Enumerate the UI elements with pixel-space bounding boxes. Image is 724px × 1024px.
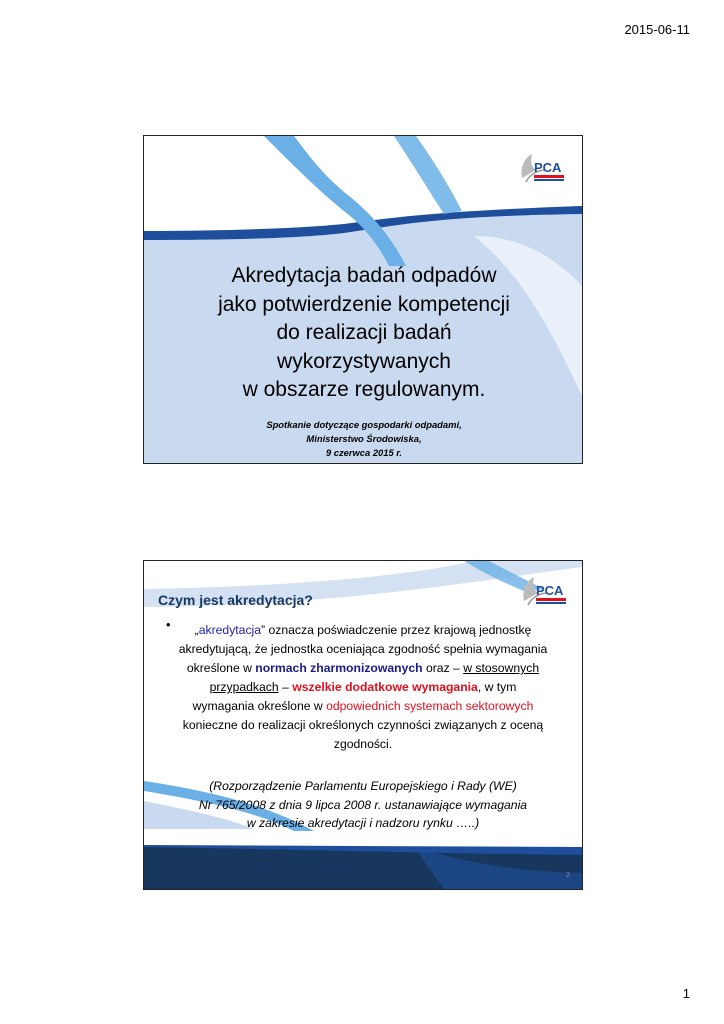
slide-2-heading: Czym jest akredytacja? (158, 592, 313, 608)
title-line: jako potwierdzenie kompetencji (218, 292, 510, 316)
title-line: do realizacji badań (276, 321, 452, 344)
slide-number: 2 (566, 872, 570, 879)
pca-logo (516, 148, 568, 192)
term-dodatkowe: wszelkie dodatkowe wymagania (292, 680, 478, 694)
citation (162, 777, 564, 833)
title-line: w obszarze regulowanym. (242, 378, 486, 401)
text-segment: , w tym wymagania określone w (192, 680, 517, 713)
svg-text:PCA: PCA (536, 583, 564, 598)
subtitle-line: Spotkanie dotyczące gospodarki odpadami, (266, 419, 462, 430)
term-systemy: odpowiednich systemach sektorowych (326, 699, 534, 713)
title-line: Akredytacja badań odpadów (231, 264, 497, 287)
definition-text (178, 621, 548, 754)
pca-logo (518, 571, 570, 615)
subtitle-line: Ministerstwo Środowiska, (306, 433, 422, 444)
text-segment: konieczne do realizacji określonych czynności związanych z oceną zgodności. (182, 718, 544, 751)
slide-2 (143, 560, 583, 890)
term-normy: normach zharmonizowanych (255, 661, 423, 675)
quote-open: „ (194, 623, 199, 637)
text-segment: ” oznacza poświadczenie przez krajową jednostkę akredytującą, że jednostka oceniająca zgodność spełnia wymagania określone w (178, 623, 548, 675)
subtitle-line: 9 czerwca 2015 r. (325, 447, 403, 458)
title-line: wykorzystywanych (277, 349, 451, 373)
svg-text:PCA: PCA (534, 160, 562, 175)
text-segment: oraz – (422, 661, 464, 675)
slide-1-subtitle (184, 418, 544, 460)
term-stosowne: w stosownych przypadkach (209, 661, 540, 694)
slide-1-title (184, 262, 544, 405)
bullet-marker: • (166, 617, 171, 632)
slide-1 (143, 135, 583, 464)
text-segment: – (278, 680, 293, 694)
page-number: 1 (682, 986, 690, 1001)
citation-line: w zakresie akredytacji i nadzoru rynku …..) (246, 816, 480, 830)
page-date: 2015-06-11 (624, 22, 690, 37)
citation-line: (Rozporządzenie Parlamentu Europejskiego i Rady (WE) (209, 779, 517, 793)
term-akredytacja: akredytacja (198, 623, 262, 637)
citation-line: Nr 765/2008 z dnia 9 lipca 2008 r. ustanawiające wymagania (198, 797, 528, 812)
